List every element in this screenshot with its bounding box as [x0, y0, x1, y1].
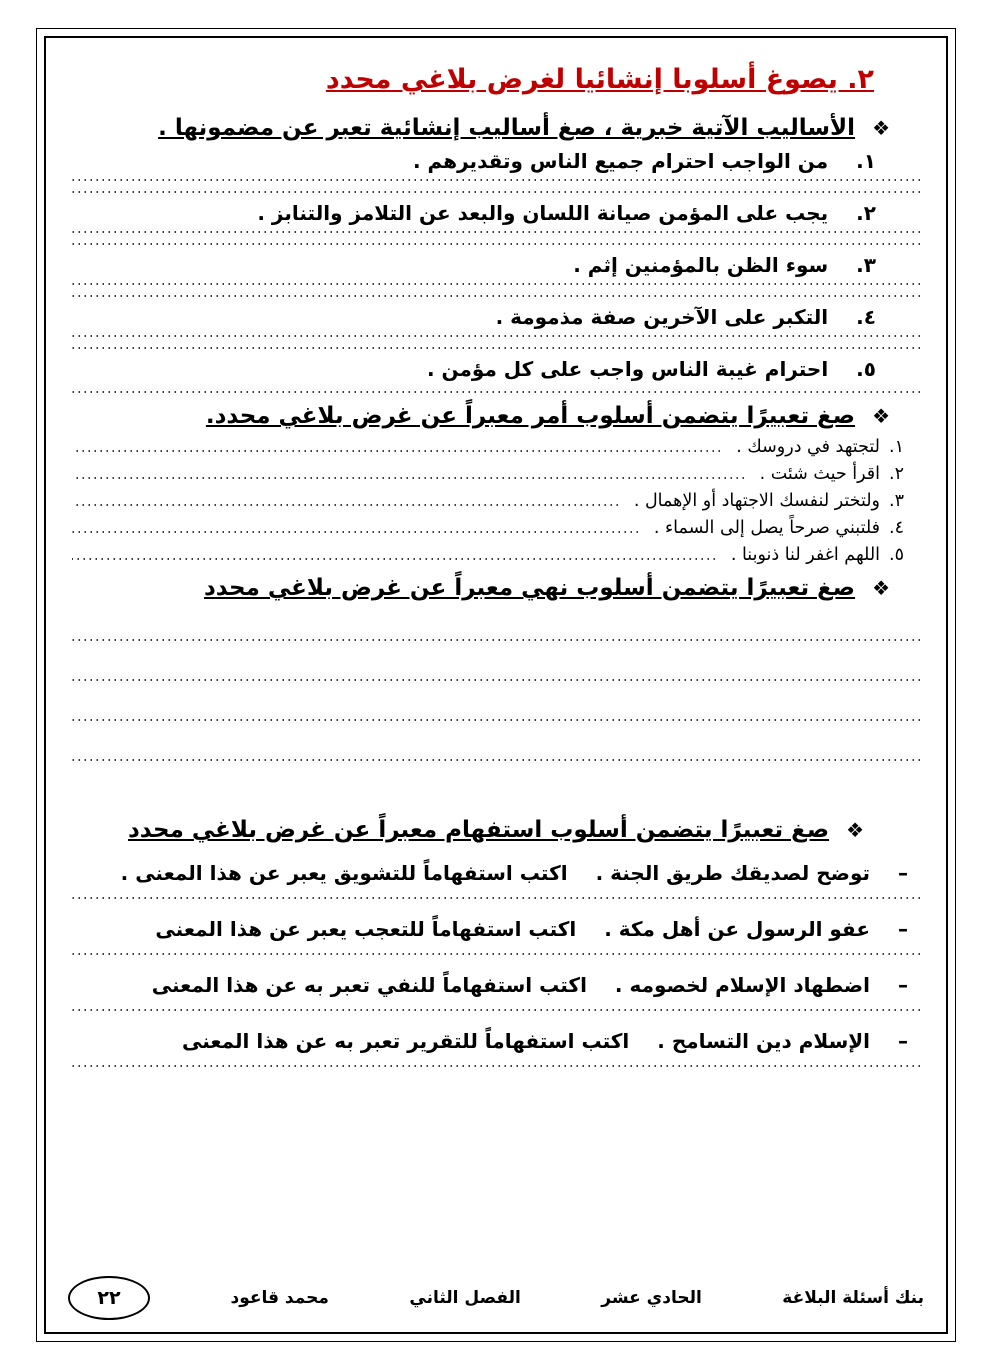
section-khabariya-heading-text: الأساليب الآتية خبرية ، صغ أساليب إنشائية تعبر عن مضمونها . [158, 115, 856, 141]
answer-line [72, 191, 920, 193]
section-nahy [72, 575, 920, 761]
question-item [72, 464, 920, 484]
page-border-inner [44, 36, 948, 1334]
item-text: التكبر على الآخرين صفة مذمومة . [495, 305, 829, 329]
dash-bullet-icon: – [898, 917, 908, 941]
dash-bullet-icon: – [898, 1029, 908, 1053]
diamond-bullet-icon: ❖ [872, 576, 890, 600]
answer-line [72, 335, 920, 337]
question-item [72, 305, 920, 329]
item-text: يجب على المؤمن صيانة اللسان والبعد عن التلامز والتنابز . [257, 201, 829, 225]
question-item [72, 518, 920, 538]
answer-lines [72, 179, 920, 193]
question-item [72, 253, 920, 277]
item-number: ٤. [889, 518, 904, 538]
page-title: ٢. يصوغ أسلوبا إنشائيا لغرض بلاغي محدد [325, 64, 874, 95]
answer-line [72, 450, 720, 452]
answer-lines [72, 231, 920, 245]
item-text: اضطهاد الإسلام لخصومه . [614, 973, 870, 997]
dash-bullet-icon: – [898, 861, 908, 885]
item-number: ٢. [889, 464, 904, 484]
question-item [72, 491, 920, 511]
answer-line [72, 679, 920, 681]
item-task: اكتب استفهاماً للتشويق يعبر عن هذا المعنى . [120, 861, 568, 885]
section-istifham [72, 817, 920, 1067]
section-khabariya-heading [72, 115, 920, 141]
question-item [72, 861, 920, 885]
section-khabariya [72, 115, 920, 393]
item-number: ١. [889, 437, 904, 457]
item-number: ٢. [856, 201, 876, 225]
item-text: ولتختر لنفسك الاجتهاد أو الإهمال . [633, 491, 881, 511]
section-nahy-heading-text: صغ تعبيرًا يتضمن أسلوب نهي معبراً عن غرض بلاغي محدد [203, 575, 856, 601]
item-text: اقرأ حيث شئت . [759, 464, 881, 484]
answer-line [72, 1009, 920, 1011]
question-item [72, 545, 920, 565]
item-task: اكتب استفهاماً للنفي تعبر به عن هذا المعنى [151, 973, 587, 997]
answer-line [72, 1065, 920, 1067]
section-amr [72, 403, 920, 565]
answer-line [72, 719, 920, 721]
answer-line [72, 231, 920, 233]
item-number: ٤. [856, 305, 876, 329]
answer-line [72, 283, 920, 285]
footer-author: محمد قاعود [230, 1288, 329, 1308]
item-number: ١. [856, 149, 876, 173]
question-item [72, 437, 920, 457]
item-text: احترام غيبة الناس واجب على كل مؤمن . [426, 357, 829, 381]
item-task: اكتب استفهاماً للتعجب يعبر عن هذا المعنى [155, 917, 577, 941]
answer-lines [72, 283, 920, 297]
question-item [72, 149, 920, 173]
answer-line [72, 953, 920, 955]
answer-line [72, 391, 920, 393]
question-item [72, 1029, 920, 1053]
section-istifham-heading-text: صغ تعبيرًا يتضمن أسلوب استفهام معبراً عن غرض بلاغي محدد [127, 817, 830, 843]
footer-term: الفصل الثاني [409, 1288, 521, 1308]
question-item [72, 201, 920, 225]
item-text: عفو الرسول عن أهل مكة . [604, 917, 870, 941]
diamond-bullet-icon: ❖ [872, 116, 890, 140]
answer-line [72, 295, 920, 297]
item-number: ٥. [856, 357, 876, 381]
answer-lines [72, 335, 920, 349]
item-text: سوء الظن بالمؤمنين إثم . [573, 253, 829, 277]
section-nahy-heading [72, 575, 920, 601]
section-amr-heading [72, 403, 920, 429]
footer-grade: الحادي عشر [601, 1288, 702, 1308]
item-text: توضح لصديقك طريق الجنة . [595, 861, 870, 885]
section-amr-heading-text: صغ تعبيرًا يتضمن أسلوب أمر معبراً عن غرض بلاغي محدد. [205, 403, 856, 429]
answer-line [72, 897, 920, 899]
answer-line [72, 504, 618, 506]
dash-bullet-icon: – [898, 973, 908, 997]
answer-line [72, 639, 920, 641]
item-text: اللهم اغفر لنا ذنوبنا . [730, 545, 881, 565]
item-text: فلتبني صرحاً يصل إلى السماء . [653, 518, 881, 538]
page-border-outer [36, 28, 956, 1342]
footer-bank-title: بنك أسئلة البلاغة [782, 1288, 924, 1308]
answer-line [72, 531, 638, 533]
item-number: ٥. [889, 545, 904, 565]
question-item [72, 917, 920, 941]
diamond-bullet-icon: ❖ [846, 818, 865, 842]
answer-line [72, 558, 715, 560]
question-item [72, 357, 920, 381]
page-number: ٢٢ [97, 1287, 121, 1309]
item-number: ٣. [856, 253, 876, 277]
question-item [72, 973, 920, 997]
item-text: لتجتهد في دروسك . [736, 437, 881, 457]
answer-line [72, 347, 920, 349]
answer-line [72, 759, 920, 761]
diamond-bullet-icon: ❖ [872, 404, 890, 428]
answer-line [72, 477, 744, 479]
item-text: الإسلام دين التسامح . [657, 1029, 870, 1053]
page-footer [68, 1276, 924, 1320]
page-number-badge [68, 1276, 150, 1320]
item-text: من الواجب احترام جميع الناس وتقديرهم . [413, 149, 829, 173]
item-task: اكتب استفهاماً للتقرير تعبر به عن هذا المعنى [181, 1029, 630, 1053]
answer-line [72, 179, 920, 181]
item-number: ٣. [889, 491, 904, 511]
answer-line [72, 243, 920, 245]
section-istifham-heading [72, 817, 920, 843]
